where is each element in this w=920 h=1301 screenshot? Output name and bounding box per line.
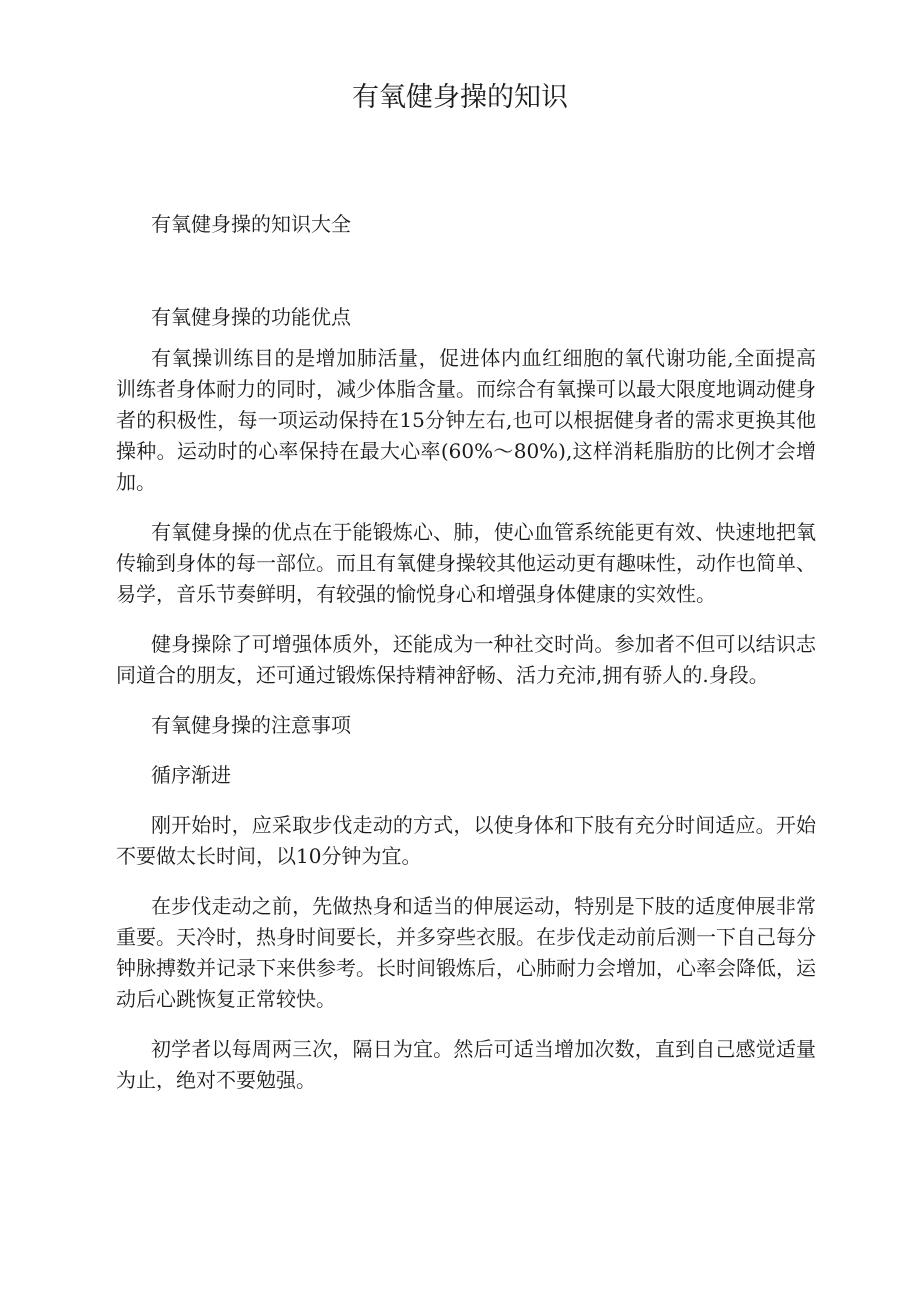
paragraph-benefits-1: 有氧操训练目的是增加肺活量，促进体内血红细胞的氧代谢功能,全面提高训练者身体耐力的同时，减少体脂含量。而综合有氧操可以最大限度地调动健身者的积极性，每一项运动保持在15分钟左右,也可以根据健身者的需求更换其他操种。运动时的心率保持在最大心率(60%〜80%),这样消耗脂肪的比例才会增加。 [116,346,816,494]
paragraph-precautions-3: 初学者以每周两三次，隔日为宜。然后可适当增加次数，直到自己感觉适量为止，绝对不要勉强。 [116,1037,816,1092]
paragraph-precautions-1: 刚开始时，应采取步伐走动的方式，以使身体和下肢有充分时间适应。开始不要做太长时间，以10分钟为宜。 [116,813,816,868]
paragraph-benefits-3: 健身操除了可增强体质外，还能成为一种社交时尚。参加者不但可以结识志同道合的朋友，还可通过锻炼保持精神舒畅、活力充沛,拥有骄人的.身段。 [116,632,816,687]
subheading-gradual-progress: 循序渐进 [151,763,231,787]
document-subtitle: 有氧健身操的知识大全 [151,212,351,236]
paragraph-precautions-2: 在步伐走动之前，先做热身和适当的伸展运动，特别是下肢的适度伸展非常重要。天冷时，热身时间要长，并多穿些衣服。在步伐走动前后测一下自己每分钟脉搏数并记录下来供参考。长时间锻炼后，心肺耐力会增加，心率会降低，运动后心跳恢复正常较快。 [116,894,816,1011]
section-heading-benefits: 有氧健身操的功能优点 [151,305,351,329]
paragraph-benefits-2: 有氧健身操的优点在于能锻炼心、肺，使心血管系统能更有效、快速地把氧传输到身体的每一部位。而且有氧健身操较其他运动更有趣味性，动作也简单、易学，音乐节奏鲜明，有较强的愉悦身心和增强身体健康的实效性。 [116,520,816,606]
section-heading-precautions: 有氧健身操的注意事项 [151,713,351,737]
document-title: 有氧健身操的知识 [352,82,568,113]
document-body [116,209,816,1096]
